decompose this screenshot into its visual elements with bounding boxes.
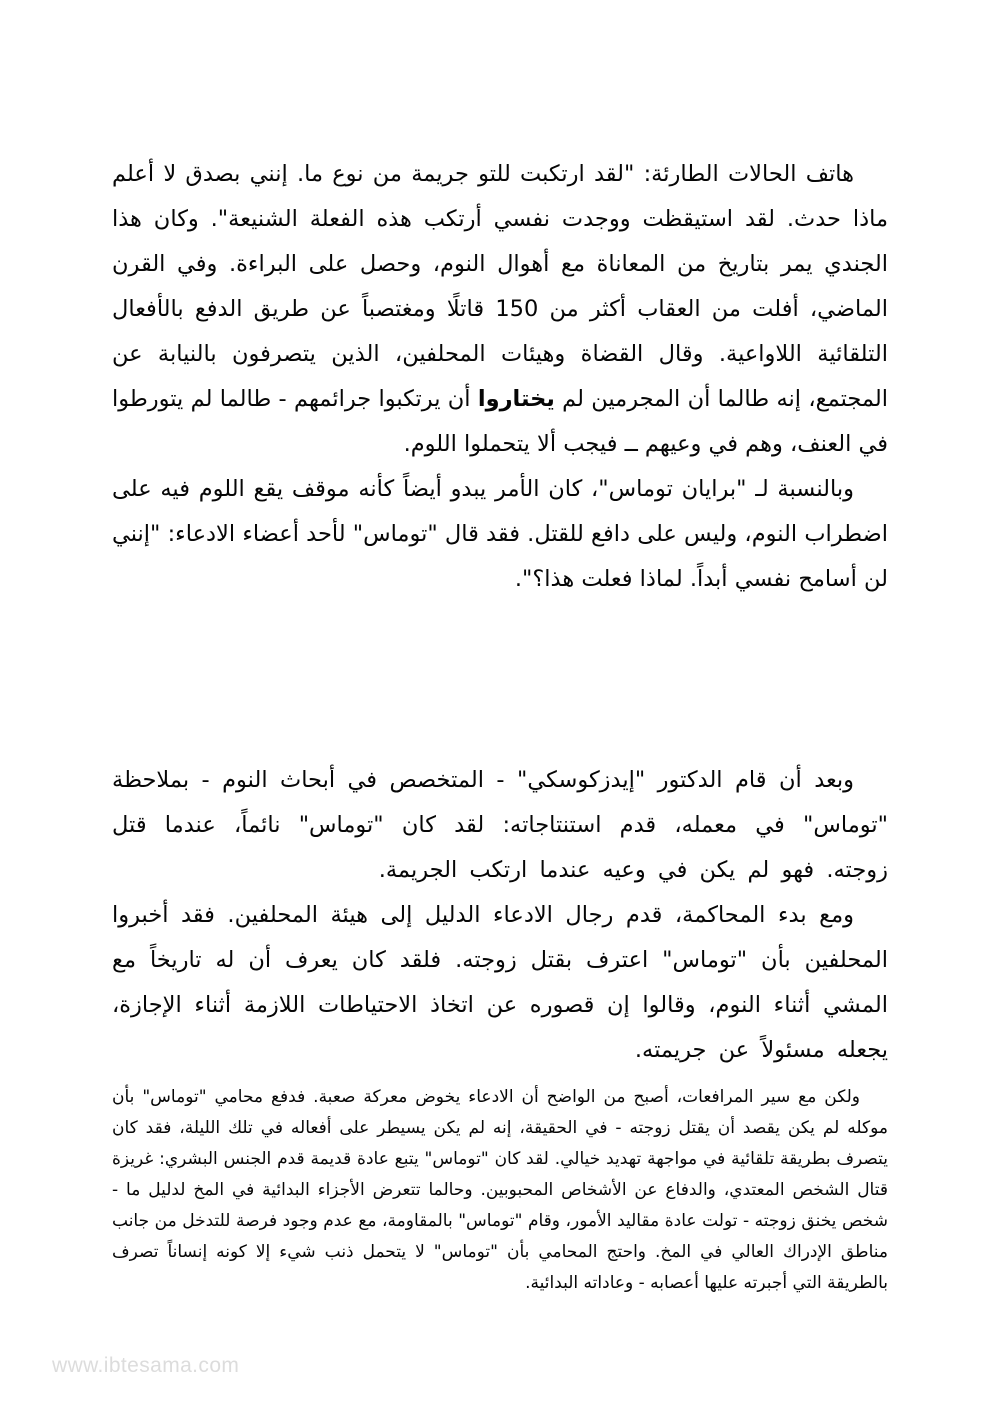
paragraph-text-part-b: أن يرتكبوا جرائمهم - طالما لم يتورطوا في العنف، وهم في وعيهم ــ فيجب ألا يتحملوا اللوم. [112, 386, 888, 457]
page-text-column [112, 152, 888, 1299]
section-two [112, 758, 888, 1299]
site-watermark: www.ibtesama.com [52, 1354, 240, 1377]
paragraph-brian-thomas: وبالنسبة لـ "برايان توماس"، كان الأمر يبدو أيضاً كأنه موقف يقع اللوم فيه على اضطراب النوم، وليس على دافع للقتل. فقد قال "توماس" لأحد أعضاء الادعاء: "إنني لن أسامح نفسي أبداً. لماذا فعلت هذا؟". [112, 476, 888, 592]
paragraph-doctor-findings: وبعد أن قام الدكتور "إيدزكوسكي" - المتخصص في أبحاث النوم - بملاحظة "توماس" في معمله، قدم استنتاجاته: لقد كان "توماس" نائماً، عندما قتل زوجته. فهو لم يكن في وعيه عندما ارتكب الجريمة. [112, 767, 888, 883]
section-one [112, 152, 888, 602]
paragraph-trial-start: ومع بدء المحاكمة، قدم رجال الادعاء الدليل إلى هيئة المحلفين. فقد أخبروا المحلفين بأن "توماس" اعترف بقتل زوجته. فلقد كان يعرف أن له تاريخاً مع المشي أثناء النوم، وقالوا إن قصوره عن اتخاذ الاحتياطات اللازمة أثناء الإجازة، يجعله مسئولاً عن جريمته. [112, 902, 888, 1063]
paragraph-defense-argument: ولكن مع سير المرافعات، أصبح من الواضح أن الادعاء يخوض معركة صعبة. فدفع محامي "توماس" بأن موكله لم يكن يقصد أن يقتل زوجته - في الحقيقة، إنه لم يكن يسيطر على أفعاله في تلك الليلة، فقد كان يتصرف بطريقة تلقائية في مواجهة تهديد خيالي. لقد كان "توماس" يتبع عادة قديمة قدم الجنس البشري: غريزة قتال الشخص المعتدي، والدفاع عن الأشخاص المحبوبين. وحالما تتعرض الأجزاء البدائية في المخ لدليل ما - شخص يخنق زوجته - تولت عادة مقاليد الأمور، وقام "توماس" بالمقاومة، مع عدم وجود فرصة للتدخل من جانب مناطق الإدراك العالي في المخ. واحتج المحامي بأن "توماس" لا يتحمل ذنب شيء إلا كونه إنساناً تصرف بالطريقة التي أجبرته عليها أعصابه - وعاداته البدائية. [112, 1087, 888, 1293]
paragraph-opening-quote [112, 152, 888, 467]
paragraph-text-part-a: هاتف الحالات الطارئة: "لقد ارتكبت للتو جريمة من نوع ما. إنني بصدق لا أعلم ماذا حدث. لقد استيقظت ووجدت نفسي أرتكب هذه الفعلة الشنيعة". وكان هذا الجندي يمر بتاريخ من المعاناة مع أهوال النوم، وحصل على البراءة. وفي القرن الماضي، أفلت من العقاب أكثر من 150 قاتلًا ومغتصباً عن طريق الدفع بالأفعال التلقائية اللاواعية. وقال القضاة وهيئات المحلفين، الذين يتصرفون بالنيابة عن المجتمع، إنه طالما أن المجرمين لم [112, 161, 889, 412]
section-spacer [112, 602, 888, 758]
emphasized-word-yakhtaru: يختاروا [477, 386, 555, 412]
section-small-text [112, 1082, 888, 1299]
